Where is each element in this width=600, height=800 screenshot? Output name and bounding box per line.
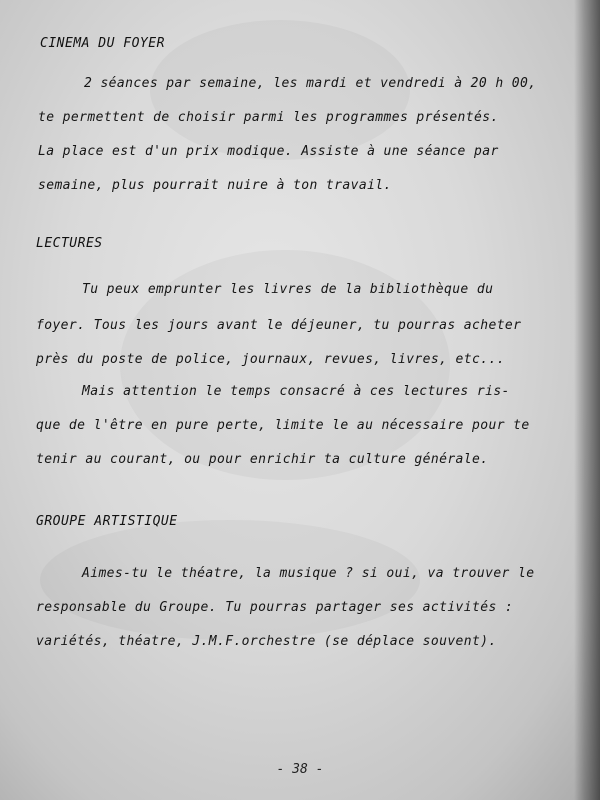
lectures-line-2: foyer. Tous les jours avant le déjeuner, tu pourras acheter <box>36 318 522 333</box>
cinema-line-3: La place est d'un prix modique. Assiste à une séance par <box>38 144 499 159</box>
lectures-line-5: que de l'être en pure perte, limite le au nécessaire pour te <box>36 418 530 433</box>
cinema-line-1: 2 séances par semaine, les mardi et vendredi à 20 h 00, <box>84 76 537 91</box>
groupe-line-3: variétés, théatre, J.M.F.orchestre (se déplace souvent). <box>36 634 497 649</box>
lectures-line-1: Tu peux emprunter les livres de la bibliothèque du <box>82 282 494 297</box>
section-heading-cinema: CINEMA DU FOYER <box>40 36 165 51</box>
lectures-line-3: près du poste de police, journaux, revues, livres, etc... <box>36 352 505 367</box>
page-edge-shadow <box>574 0 600 800</box>
section-heading-lectures: LECTURES <box>36 236 103 251</box>
section-heading-groupe-artistique: GROUPE ARTISTIQUE <box>36 514 178 529</box>
cinema-line-2: te permettent de choisir parmi les programmes présentés. <box>38 110 499 125</box>
cinema-line-4: semaine, plus pourrait nuire à ton travail. <box>38 178 392 193</box>
groupe-line-2: responsable du Groupe. Tu pourras partager ses activités : <box>36 600 514 615</box>
lectures-line-4: Mais attention le temps consacré à ces lectures ris- <box>82 384 510 399</box>
groupe-line-1: Aimes-tu le théatre, la musique ? si oui, va trouver le <box>82 566 535 581</box>
lectures-line-6: tenir au courant, ou pour enrichir ta culture générale. <box>36 452 489 467</box>
page-number: - 38 - <box>276 762 324 777</box>
